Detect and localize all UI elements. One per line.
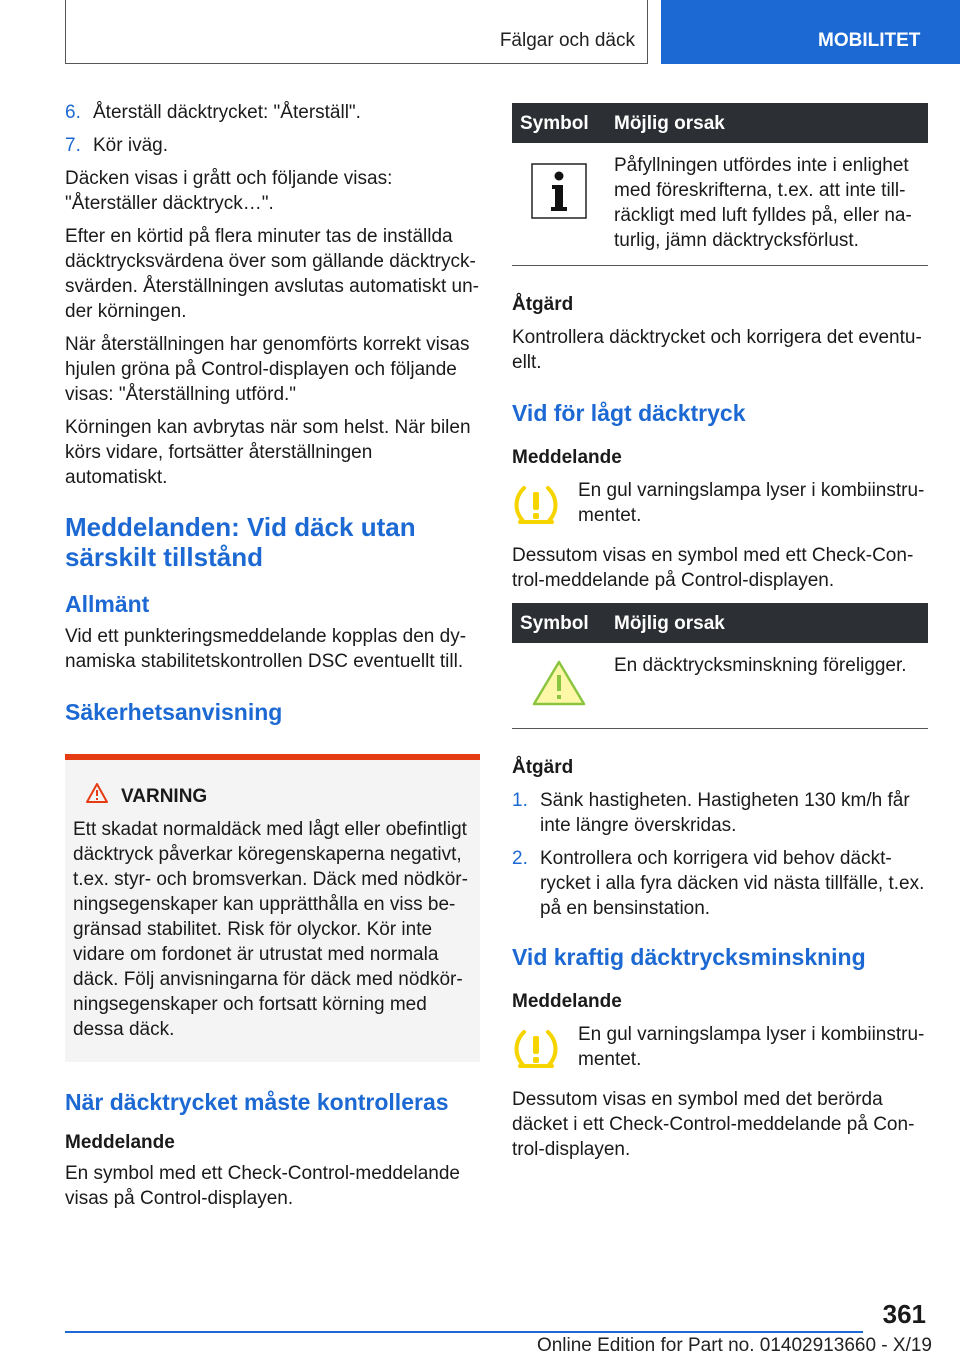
table-header-symbol: Symbol: [512, 603, 606, 643]
warning-triangle-icon: [77, 782, 117, 811]
paragraph: Körningen kan avbrytas när som helst. När bilen körs vidare, fortsätter återställningen automatiskt.: [65, 417, 471, 488]
paragraph: Däcken visas i grått och följande visas: "Återställer däcktryck…".: [65, 168, 393, 214]
measure-label: Åtgärd: [512, 757, 574, 778]
info-icon: [531, 203, 587, 224]
warning-box: [65, 754, 480, 1062]
lamp-row: [512, 478, 928, 533]
table-header-cause: Möjlig orsak: [606, 103, 928, 143]
symbol-table-1: [512, 103, 928, 266]
lamp-text: En gul varningslampa lyser i kombiinstrumentet.: [578, 1024, 925, 1070]
lamp-row: [512, 1022, 928, 1077]
header-section-title: Fälgar och däck: [65, 0, 648, 64]
step-number: 2.: [512, 848, 528, 869]
measure-step-2: [512, 846, 928, 921]
warning-title: VARNING: [121, 786, 208, 807]
section-heading: Meddelanden: Vid däck utan särskilt tillstånd: [65, 512, 416, 572]
safety-heading: Säkerhetsanvisning: [65, 699, 283, 725]
symbol-cell: [512, 643, 606, 729]
warning-text: Ett skadat normaldäck med lågt eller obefintligt däcktryck påverkar köregenskaperna negativt, t.ex. styr- och bromsverkan. Däck med nödkörningsegenskaper kan upprätthålla en viss begränsad stabilitet. Risk för olyckor. Kör inte vidare om fordonet är utrustat med normala däck. Följ anvisningarna för däck med nödkörningsegenskaper och fortsatt körning med dessa däck.: [73, 819, 468, 1040]
general-heading: Allmänt: [65, 591, 150, 617]
check-heading: När däcktrycket måste kontrolleras: [65, 1089, 449, 1115]
measure-label: Åtgärd: [512, 294, 574, 315]
step-text: Kontrollera och korrigera vid behov däcktrycket i alla fyra däcken vid nästa tillfälle, t.ex. på en bensinstation.: [540, 848, 925, 919]
step-number: 1.: [512, 790, 528, 811]
cause-cell: En däcktrycksminskning föreligger.: [606, 643, 928, 729]
message-label: Meddelande: [512, 447, 622, 468]
strong-extra-text: Dessutom visas en symbol med det berörda däcket i ett Check-Control-meddelande på Control-displayen.: [512, 1089, 915, 1160]
measure-step-1: [512, 788, 928, 838]
table-row: [512, 643, 928, 729]
strong-loss-heading: Vid kraftig däcktrycksminskning: [512, 944, 866, 970]
table-header-cause: Möjlig orsak: [606, 603, 928, 643]
message-label: Meddelande: [512, 991, 622, 1012]
page-number: 361: [882, 1299, 926, 1329]
step-text: Sänk hastigheten. Hastigheten 130 km/h får inte längre överskridas.: [540, 790, 910, 836]
warning-header: [73, 782, 470, 811]
table-header-symbol: Symbol: [512, 103, 606, 143]
left-column: [65, 100, 480, 1219]
symbol-cell: [512, 143, 606, 266]
header-chapter-tab[interactable]: MOBILITET: [661, 0, 960, 64]
step-number: 6.: [65, 102, 81, 123]
step-text: Kör iväg.: [93, 135, 168, 156]
step-number: 7.: [65, 135, 81, 156]
step-6: [65, 100, 480, 125]
low-pressure-heading: Vid för lågt däcktryck: [512, 400, 746, 426]
paragraph: Efter en körtid på flera minuter tas de inställda däcktrycksvärdena över som gällande däcktrycksvärden. Återställningen avslutas automatiskt under körningen.: [65, 226, 479, 322]
yellow-warning-triangle-icon: [531, 691, 587, 712]
general-text: Vid ett punkteringsmeddelande kopplas den dynamiska stabilitetskontrollen DSC eventuellt till.: [65, 626, 467, 672]
table-row: [512, 143, 928, 266]
check-text: En symbol med ett Check-Control-meddelande visas på Control-displayen.: [65, 1163, 460, 1209]
step-7: [65, 133, 480, 158]
right-column: [512, 103, 928, 1170]
footer-edition: Online Edition for Part no. 01402913660 - X/19: [536, 1335, 932, 1356]
tire-pressure-warning-icon: [512, 1022, 578, 1077]
step-text: Återställ däcktrycket: "Återställ".: [93, 102, 361, 123]
lamp-text: En gul varningslampa lyser i kombiinstrumentet.: [578, 480, 925, 526]
tire-pressure-warning-icon: [512, 478, 578, 533]
message-label: Meddelande: [65, 1132, 175, 1153]
measure-text: Kontrollera däcktrycket och korrigera det eventuellt.: [512, 327, 922, 373]
cause-cell: Påfyllningen utfördes inte i enlighet med föreskrifterna, t.ex. att inte tillräckligt med luft fylldes på, eller naturlig, jämn däcktrycksförlust.: [606, 143, 928, 266]
low-extra-text: Dessutom visas en symbol med ett Check-Control-meddelande på Control-displayen.: [512, 545, 914, 591]
paragraph: När återställningen har genomförts korrekt visas hjulen gröna på Control-displayen och följande visas: "Återställning utförd.": [65, 334, 470, 405]
symbol-table-2: [512, 603, 928, 729]
